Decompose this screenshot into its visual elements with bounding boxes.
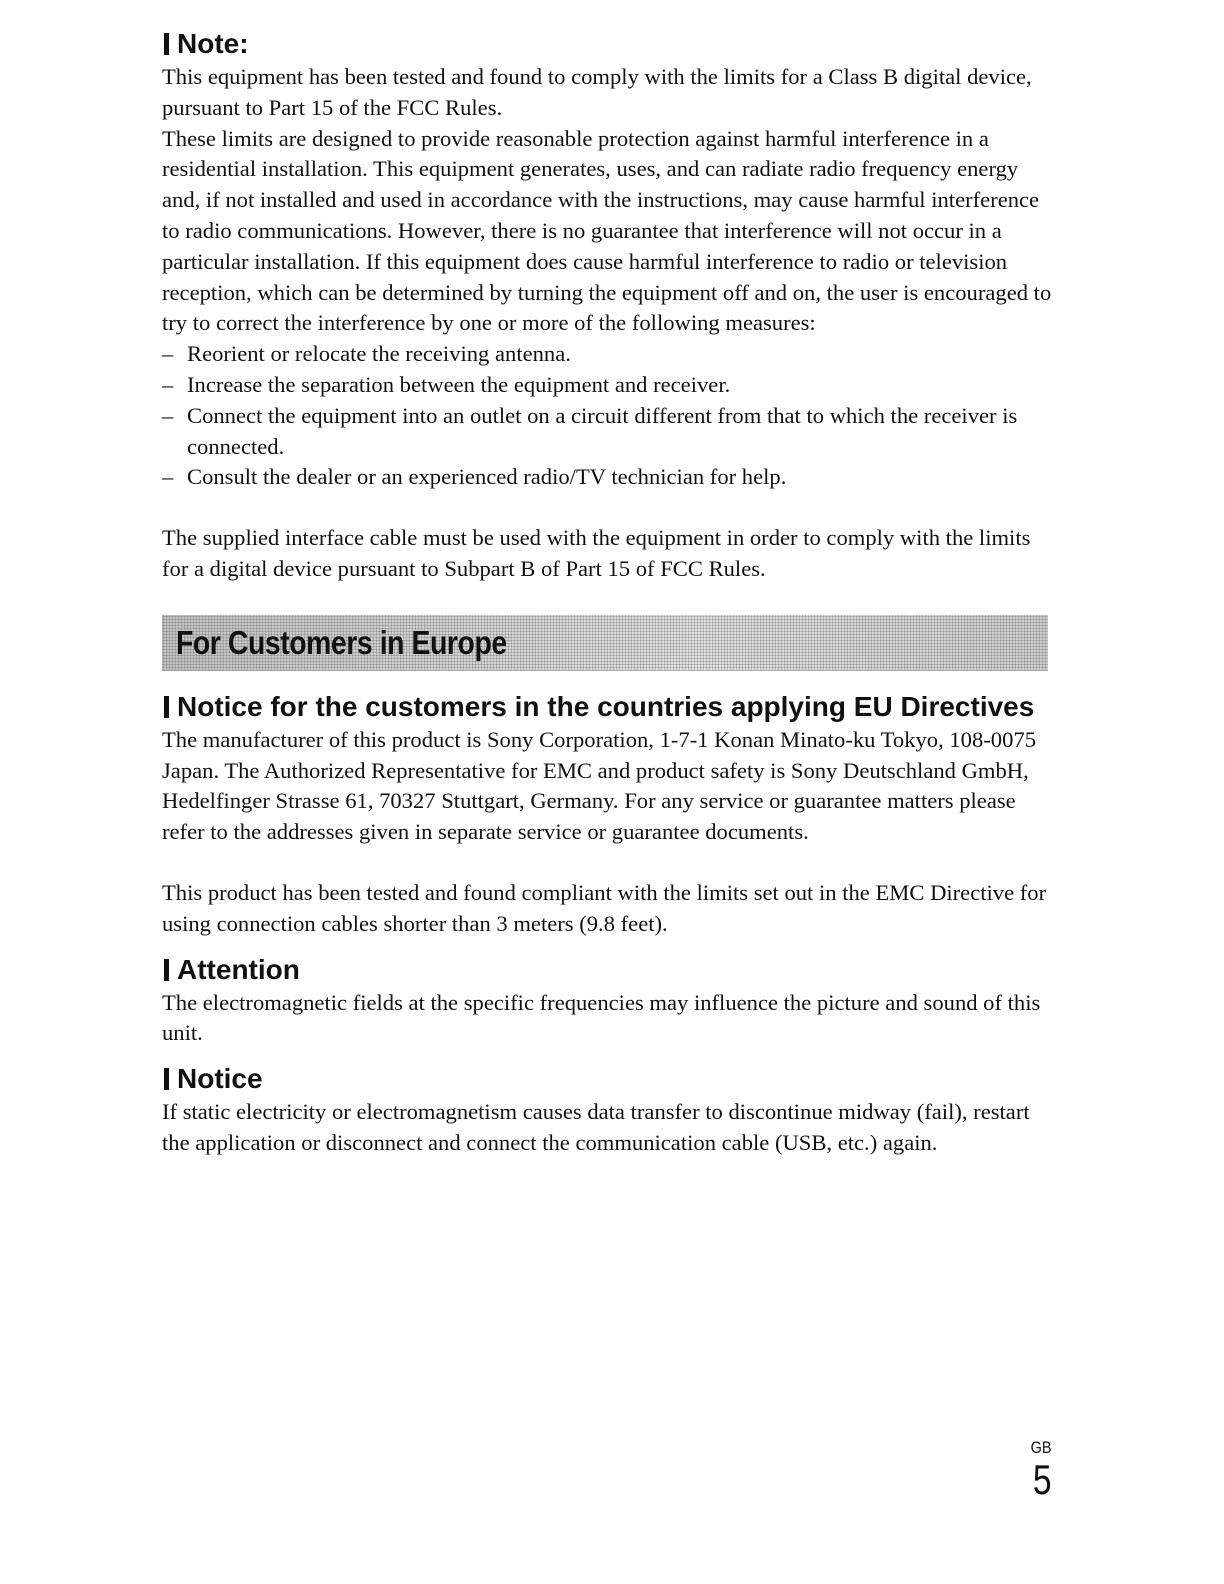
- heading-bullet-mark: [164, 696, 169, 718]
- heading-bullet-mark: [164, 33, 169, 55]
- measure-item: – Connect the equipment into an outlet on a circuit different from that to which the receiver is connected.: [162, 401, 1052, 463]
- notice-heading: [162, 1061, 1052, 1097]
- measure-item: – Reorient or relocate the receiving antenna.: [162, 339, 1052, 370]
- page-number-block: [1027, 1438, 1052, 1502]
- measure-item: – Consult the dealer or an experienced radio/TV technician for help.: [162, 462, 1052, 493]
- interference-measures-list: [162, 339, 1052, 493]
- measure-item: – Increase the separation between the equipment and receiver.: [162, 370, 1052, 401]
- page-number: 5: [1033, 1456, 1052, 1503]
- attention-heading: [162, 952, 1052, 988]
- eu-notice-heading-text: Notice for the customers in the countries applying EU Directives: [177, 690, 1035, 722]
- interface-cable-paragraph: The supplied interface cable must be used with the equipment in order to comply with the limits for a digital device pursuant to Subpart B of Part 15 of FCC Rules.: [162, 525, 1031, 581]
- heading-bullet-mark: [164, 1068, 169, 1090]
- region-code: GB: [1031, 1438, 1052, 1457]
- attention-heading-text: Attention: [177, 953, 300, 985]
- notice-paragraph: If static electricity or electromagnetism causes data transfer to discontinue midway (fail), restart the application or disconnect and connect the communication cable (USB, etc.) again.: [162, 1099, 1030, 1155]
- fcc-compliance-paragraph: This equipment has been tested and found to comply with the limits for a Class B digital device, pursuant to Part 15 of the FCC Rules.: [162, 64, 1032, 120]
- eu-notice-heading: [162, 689, 1052, 725]
- fcc-limits-paragraph: These limits are designed to provide reasonable protection against harmful interference in a residential installation. This equipment generates, uses, and can radiate radio frequency energy and, if not installed and used in accordance with the instructions, may cause harmful interference to radio communications. However, there is no guarantee that interference will not occur in a particular installation. If this equipment does cause harmful interference to radio or television reception, which can be determined by turning the equipment off and on, the user is encouraged to try to correct the interference by one or more of the following measures:: [162, 125, 1052, 336]
- section-banner: [162, 615, 1048, 671]
- emc-paragraph: This product has been tested and found compliant with the limits set out in the EMC Directive for using connection cables shorter than 3 meters (9.8 feet).: [162, 879, 1047, 936]
- manufacturer-paragraph: The manufacturer of this product is Sony Corporation, 1-7-1 Konan Minato-ku Tokyo, 108-0075 Japan. The Authorized Representative for EMC and product safety is Sony Deutschland GmbH, Hedelfinger Strasse 61, 70327 Stuttgart, Germany. For any service or guarantee matters please refer to the addresses given in separate service or guarantee documents.: [162, 726, 1036, 845]
- note-heading: [162, 26, 1052, 62]
- notice-heading-text: Notice: [177, 1063, 263, 1095]
- document-page: [162, 26, 1052, 1159]
- heading-bullet-mark: [164, 959, 169, 981]
- attention-paragraph: The electromagnetic fields at the specific frequencies may influence the picture and sound of this unit.: [162, 989, 1041, 1046]
- banner-title: For Customers in Europe: [176, 623, 507, 661]
- note-heading-text: Note:: [177, 28, 249, 59]
